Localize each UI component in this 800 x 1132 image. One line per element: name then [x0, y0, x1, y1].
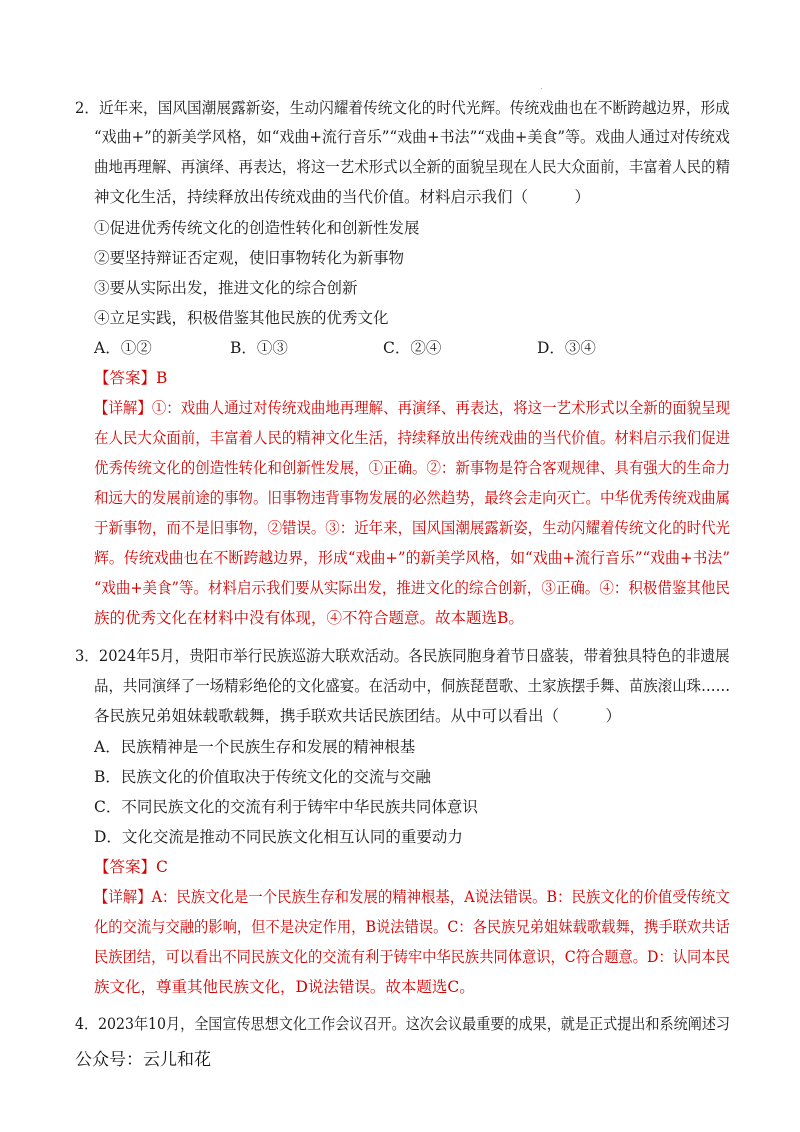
q3-explanation-line: 【详解】A：民族文化是一个民族生存和发展的精神根基，A说法错误。B：民族文化的价值受传统文	[94, 888, 730, 906]
q2-explanation-line: 族的优秀文化在材料中没有体现，④不符合题意。故本题选B。	[94, 609, 524, 627]
q2-explanation-line: 在人民大众面前，丰富着人民的精神文化生活，持续释放出传统戏曲的当代价值。材料启示我们促进	[94, 429, 731, 447]
q2-stem-line: 神文化生活，持续释放出传统戏曲的当代价值。材料启示我们（ ）	[94, 188, 591, 206]
q2-option-c: C．②④	[383, 339, 442, 357]
q2-statement: ②要坚持辩证否定观，使旧事物转化为新事物	[94, 249, 405, 267]
q2-statement: ①促进优秀传统文化的创造性转化和创新性发展	[94, 219, 420, 237]
q3-answer: 【答案】C	[94, 858, 168, 876]
q2-explanation-line: 和远大的发展前途的事物。旧事物违背事物发展的必然趋势，最终会走向灭亡。中华优秀传统戏曲属	[94, 489, 731, 507]
q3-stem-line: 各民族兄弟姐妹载歌载舞，携手联欢共话民族团结。从中可以看出（ ）	[94, 707, 622, 725]
q2-explanation-line: “戏曲+美食”等。材料启示我们要从实际出发，推进文化的综合创新，③正确。④：积极借鉴其他民	[94, 579, 730, 597]
q2-stem-line: 曲地再理解、再演绎、再表达，将这一艺术形式以全新的面貌呈现在人民大众面前，丰富着人民的精	[94, 158, 731, 176]
q3-option-b: B．民族文化的价值取决于传统文化的交流与交融	[94, 768, 431, 786]
q2-stem-line: 2．近年来，国风国潮展露新姿，生动闪耀着传统文化的时代光辉。传统戏曲也在不断跨越边界，形成	[75, 99, 730, 117]
q3-stem-line: 3．2024年5月，贵阳市举行民族巡游大联欢活动。各民族同胞身着节日盛装，带着独具特色的非遗展	[75, 647, 730, 665]
q2-answer: 【答案】B	[94, 369, 168, 387]
q2-statement: ④立足实践，积极借鉴其他民族的优秀文化	[94, 309, 389, 327]
q4-stem-line: 4．2023年10月，全国宣传思想文化工作会议召开。这次会议最重要的成果，就是正式提出和系统阐述习	[75, 1015, 731, 1033]
q2-explanation-line: 于新事物，而不是旧事物，②错误。③：近年来，国风国潮展露新姿，生动闪耀着传统文化的时代光	[94, 519, 731, 537]
q2-stem-line: “戏曲+”的新美学风格，如“戏曲+流行音乐”“戏曲+书法”“戏曲+美食”等。戏曲人通过对传统戏	[94, 128, 730, 146]
q3-explanation-line: 化的交流与交融的影响，但不是决定作用，B说法错误。C：各民族兄弟姐妹载歌载舞，携手联欢共话	[94, 918, 730, 936]
q2-explanation-line: 辉。传统戏曲也在不断跨越边界，形成“戏曲+”的新美学风格，如“戏曲+流行音乐”“戏曲+书法”	[94, 549, 730, 567]
footer-watermark: 公众号：云儿和花	[75, 1050, 211, 1070]
q3-explanation-line: 族文化，尊重其他民族文化，D说法错误。故本题选C。	[94, 978, 475, 996]
q2-explanation-line: 优秀传统文化的创造性转化和创新性发展，①正确。②：新事物是符合客观规律、具有强大的生命力	[94, 459, 731, 477]
q3-option-a: A．民族精神是一个民族生存和发展的精神根基	[94, 738, 416, 756]
page-dot: .	[540, 82, 543, 91]
q2-option-d: D．③④	[537, 339, 596, 357]
q2-explanation-line: 【详解】①：戏曲人通过对传统戏曲地再理解、再演绎、再表达，将这一艺术形式以全新的面貌呈现	[94, 399, 731, 417]
q3-option-d: D．文化交流是推动不同民族文化相互认同的重要动力	[94, 828, 463, 846]
q3-stem-line: 品，共同演绎了一场精彩绝伦的文化盛宴。在活动中，侗族琵琶歌、土家族摆手舞、苗族滚山珠……	[94, 677, 731, 695]
q2-option-a: A．①②	[94, 339, 152, 357]
q2-statement: ③要从实际出发，推进文化的综合创新	[94, 279, 358, 297]
q2-option-b: B．①③	[230, 339, 288, 357]
q3-option-c: C．不同民族文化的交流有利于铸牢中华民族共同体意识	[94, 798, 478, 816]
q3-explanation-line: 民族团结，可以看出不同民族文化的交流有利于铸牢中华民族共同体意识，C符合题意。D：认同本民	[94, 948, 730, 966]
